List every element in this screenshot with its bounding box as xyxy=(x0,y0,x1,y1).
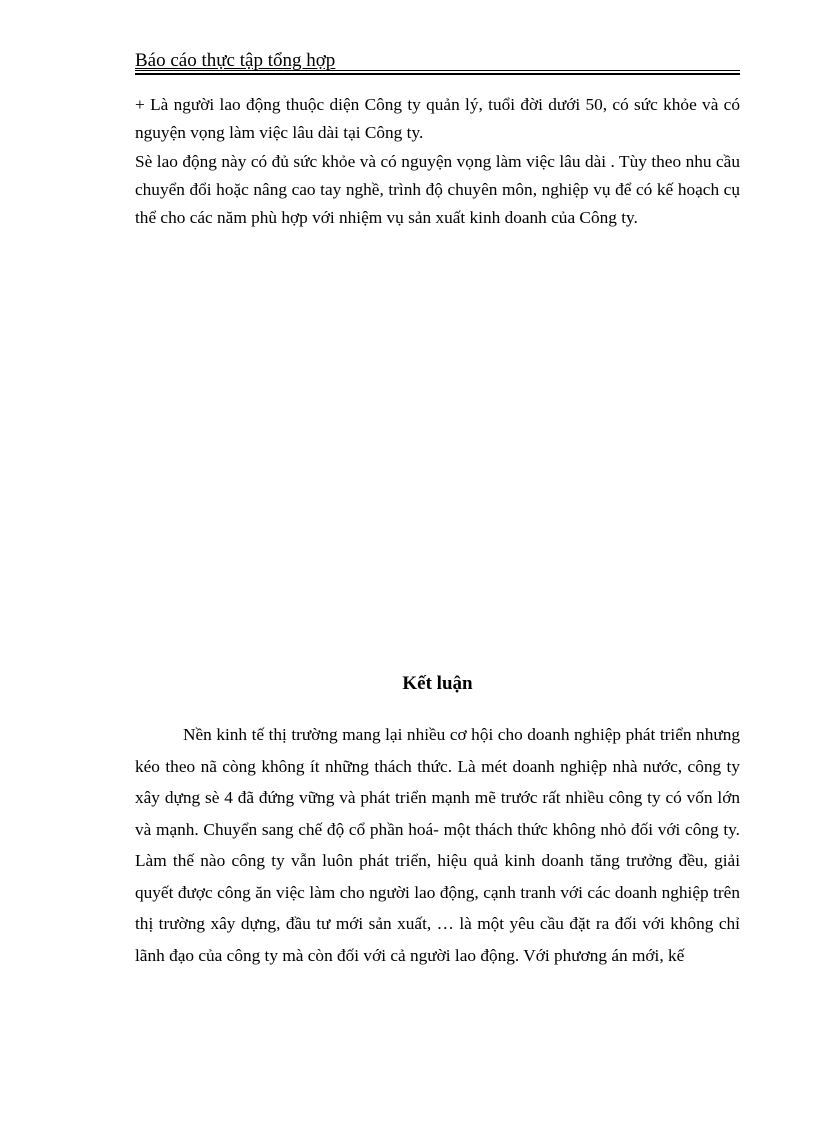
header-title: Báo cáo thực tập tổng hợp xyxy=(135,50,336,71)
conclusion-paragraph: Nền kinh tế thị trường mang lại nhiều cơ hội cho doanh nghiệp phát triển nhưng kéo theo nã còng không ít những thách thức. Là mét doanh nghiệp nhà nước, công ty xây dựng sè 4 đã đứng vững và phát triển mạnh mẽ trước rất nhiều công ty có vốn lớn và mạnh. Chuyển sang chế độ cổ phần hoá- một thách thức không nhỏ đối với công ty. Làm thế nào công ty vẫn luôn phát triển, hiệu quả kinh doanh tăng trưởng đều, giải quyết được công ăn việc làm cho người lao động, cạnh tranh với các doanh nghiệp trên thị trường xây dựng, đầu tư mới sản xuất, … là một yêu cầu đặt ra đối với không chỉ lãnh đạo của công ty mà còn đối với cả người lao động. Với phương án mới, kế xyxy=(135,725,740,965)
page-header xyxy=(135,50,740,76)
conclusion-heading: Kết luận xyxy=(402,673,473,694)
top-section xyxy=(135,91,740,232)
conclusion-section xyxy=(135,719,740,971)
paragraph-workforce-plan: Sè lao động này có đủ sức khỏe và có nguyện vọng làm việc lâu dài . Tùy theo nhu cầu chuyển đổi hoặc nâng cao tay nghề, trình độ chuyên môn, nghiệp vụ để có kế hoạch cụ thể cho các năm phù hợp với nhiệm vụ sản xuất kinh doanh của Công ty. xyxy=(135,151,740,228)
paragraph-criteria: + Là người lao động thuộc diện Công ty quản lý, tuổi đời dưới 50, có sức khỏe và có nguyện vọng làm việc lâu dài tại Công ty. xyxy=(135,95,740,143)
header-rule xyxy=(135,70,740,71)
header-rule-thick xyxy=(135,73,740,75)
